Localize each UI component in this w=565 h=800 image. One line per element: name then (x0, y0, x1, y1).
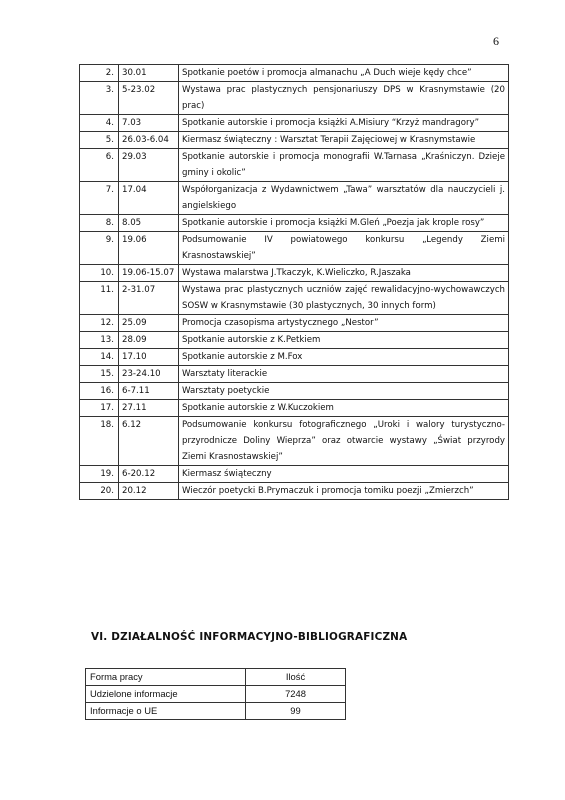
row-number: 3. (80, 82, 119, 115)
event-date: 5-23.02 (119, 82, 179, 115)
column-header-form: Forma pracy (86, 669, 246, 686)
column-header-count: Ilość (246, 669, 346, 686)
table-row (80, 115, 509, 132)
event-date: 30.01 (119, 65, 179, 82)
event-date: 6.12 (119, 417, 179, 466)
event-description: Współorganizacja z Wydawnictwem „Tawa” warsztatów dla nauczycieli j. angielskiego (179, 182, 509, 215)
row-number: 6. (80, 149, 119, 182)
row-number: 7. (80, 182, 119, 215)
event-date: 17.10 (119, 349, 179, 366)
event-description: Kiermasz świąteczny (179, 466, 509, 483)
table-row (80, 366, 509, 383)
event-date: 25.09 (119, 315, 179, 332)
event-description: Spotkanie autorskie i promocja monografii W.Tarnasa „Kraśniczyn. Dzieje gminy i okolic” (179, 149, 509, 182)
event-description: Warsztaty poetyckie (179, 383, 509, 400)
table-row (80, 149, 509, 182)
row-number: 10. (80, 265, 119, 282)
row-number: 11. (80, 282, 119, 315)
event-date: 7.03 (119, 115, 179, 132)
row-number: 5. (80, 132, 119, 149)
table-row (80, 383, 509, 400)
row-number: 13. (80, 332, 119, 349)
event-description: Warsztaty literackie (179, 366, 509, 383)
table-row (80, 400, 509, 417)
row-number: 8. (80, 215, 119, 232)
row-number: 9. (80, 232, 119, 265)
event-date: 27.11 (119, 400, 179, 417)
event-description: Promocja czasopisma artystycznego „Nestor” (179, 315, 509, 332)
event-description: Spotkanie autorskie z W.Kuczokiem (179, 400, 509, 417)
table-row (80, 82, 509, 115)
section-heading: VI. DZIAŁALNOŚĆ INFORMACYJNO-BIBLIOGRAFICZNA (91, 631, 408, 643)
event-description: Wystawa prac plastycznych pensjonariuszy DPS w Krasnymstawie (20 prac) (179, 82, 509, 115)
table-row (80, 132, 509, 149)
table-row (80, 182, 509, 215)
row-number: 15. (80, 366, 119, 383)
info-label: Informacje o UE (86, 703, 246, 720)
info-count: 99 (246, 703, 346, 720)
info-table (85, 668, 346, 720)
event-description: Spotkanie autorskie z K.Petkiem (179, 332, 509, 349)
table-row (80, 332, 509, 349)
table-row (80, 349, 509, 366)
event-description: Wieczór poetycki B.Prymaczuk i promocja tomiku poezji „Zmierzch” (179, 483, 509, 500)
table-row (80, 282, 509, 315)
event-date: 6-7.11 (119, 383, 179, 400)
row-number: 16. (80, 383, 119, 400)
table-row (80, 265, 509, 282)
info-count: 7248 (246, 686, 346, 703)
event-date: 6-20.12 (119, 466, 179, 483)
event-date: 20.12 (119, 483, 179, 500)
event-date: 23-24.10 (119, 366, 179, 383)
row-number: 17. (80, 400, 119, 417)
table-row (80, 483, 509, 500)
event-date: 26.03-6.04 (119, 132, 179, 149)
row-number: 12. (80, 315, 119, 332)
event-date: 8.05 (119, 215, 179, 232)
table-header-row (86, 669, 346, 686)
events-table (79, 64, 509, 500)
event-description: Spotkanie autorskie i promocja książki A.Misiury “Krzyż mandragory” (179, 115, 509, 132)
event-date: 28.09 (119, 332, 179, 349)
event-date: 2-31.07 (119, 282, 179, 315)
table-row (80, 417, 509, 466)
table-row (86, 686, 346, 703)
row-number: 20. (80, 483, 119, 500)
table-row (80, 466, 509, 483)
table-row (80, 232, 509, 265)
event-date: 29.03 (119, 149, 179, 182)
event-description: Wystawa prac plastycznych uczniów zajęć rewalidacyjno-wychowawczych SOSW w Krasnymstawie (30 plastycznych, 30 innych form) (179, 282, 509, 315)
row-number: 2. (80, 65, 119, 82)
event-description: Podsumowanie konkursu fotograficznego „Uroki i walory turystyczno-przyrodnicze Doliny Wieprza” oraz otwarcie wystawy „Świat przyrody Ziemi Krasnostawskiej” (179, 417, 509, 466)
event-date: 17.04 (119, 182, 179, 215)
table-row (80, 65, 509, 82)
row-number: 4. (80, 115, 119, 132)
event-date: 19.06 (119, 232, 179, 265)
event-description: Kiermasz świąteczny : Warsztat Terapii Zajęciowej w Krasnymstawie (179, 132, 509, 149)
row-number: 14. (80, 349, 119, 366)
event-description: Wystawa malarstwa J.Tkaczyk, K.Wieliczko, R.Jaszaka (179, 265, 509, 282)
info-label: Udzielone informacje (86, 686, 246, 703)
table-row (86, 703, 346, 720)
page-number: 6 (493, 34, 499, 48)
event-date: 19.06-15.07 (119, 265, 179, 282)
event-description: Spotkanie poetów i promocja almanachu „A Duch wieje kędy chce” (179, 65, 509, 82)
table-row (80, 215, 509, 232)
row-number: 18. (80, 417, 119, 466)
event-description: Spotkanie autorskie i promocja książki M.Gleń „Poezja jak krople rosy” (179, 215, 509, 232)
event-description: Spotkanie autorskie z M.Fox (179, 349, 509, 366)
table-row (80, 315, 509, 332)
row-number: 19. (80, 466, 119, 483)
event-description: Podsumowanie IV powiatowego konkursu „Legendy Ziemi Krasnostawskiej” (179, 232, 509, 265)
